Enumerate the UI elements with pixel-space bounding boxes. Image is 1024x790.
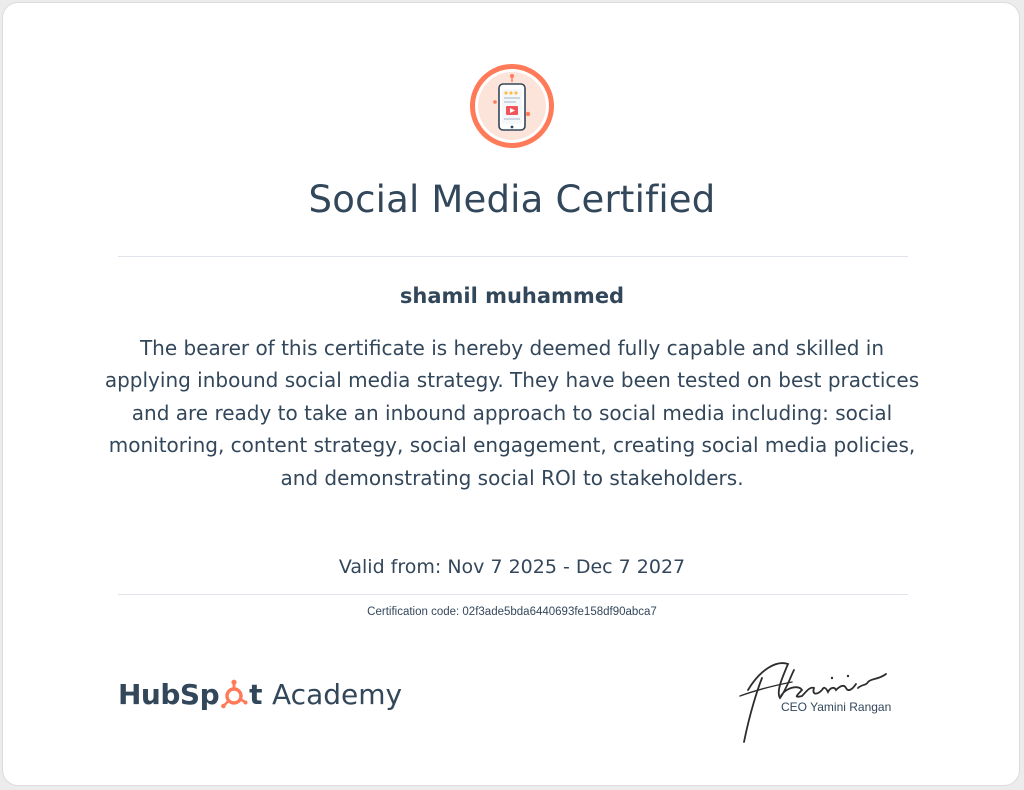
logo-text-academy: Academy: [272, 677, 403, 711]
certificate-description: The bearer of this certificate is hereby deemed fully capable and skilled in applying inbound social media strategy. They have been tested on best practices and are ready to take an inbound approach to social media including: social monitoring, content strategy, social engagement, creating social media policies, and demonstrating social ROI to stakeholders.: [104, 336, 920, 490]
social-media-badge-icon: [468, 62, 556, 150]
logo-text-hubspot: HubSp: [118, 677, 220, 711]
hubspot-academy-logo: [118, 672, 402, 716]
recipient-name: shamil muhammed: [399, 284, 625, 308]
top-divider: [118, 256, 908, 257]
signature-caption: CEO Yamini Rangan: [781, 700, 892, 714]
certificate-title: Social Media Certified: [308, 178, 716, 221]
certification-code: Certification code: 02f3ade5bda6440693fe158df90abca7: [367, 606, 657, 618]
logo-text-t: t: [249, 677, 263, 711]
validity-dates: Valid from: Nov 7 2025 - Dec 7 2027: [338, 556, 686, 578]
bottom-divider: [118, 594, 908, 595]
hubspot-sprocket-icon: [220, 679, 248, 709]
